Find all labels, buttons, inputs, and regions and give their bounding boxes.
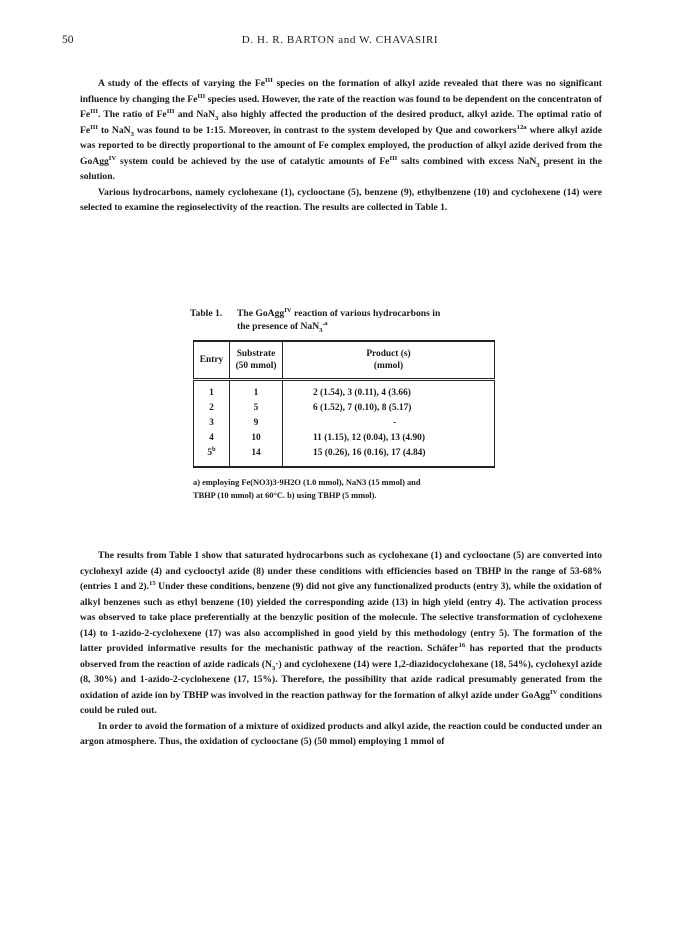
- paragraph-results: The results from Table 1 show that saturated hydrocarbons such as cyclohexane (1) and cyclooctane (5) are converted into cyclohexyl azide (4) and cyclooctyl azide (8) under these conditions with efficiencies based on TBHP in the range of 53-68% (entries 1 and 2).$^{15}$ Under these conditions, benzene (9) did not give any functionalized products (entry 3), while the oxidation of alkyl benzenes such as ethyl benzene (10) yielded the corresponding azide (13) in high yield (entry 4). The activation process was observed to take place preferentially at the benzylic position of the molecule. The selective transformation of cyclohexene (14) to 1-azido-2-cyclohexene (17) was also accomplished in good yield by this methodology (entry 5). The formation of the latter provided informative results for the mechanistic pathway of the reaction. Schäfer$^{16}$ has reported that the products observed from the reaction of azide radicals $(N_3\cdot)$ and cyclohexene (14) were 1,2-diazidocyclohexane (18, 54%), cyclohexyl azide (8, 30%) and 1-azido-2-cyclohexene (17, 15%). Therefore, the possibility that azide radical presumably generated from the oxidation of azide ion by TBHP was involved in the reaction pathway for the formation of alkyl azide under GoAgg$^{IV}$ conditions could be ruled out.: [80, 550, 602, 716]
- table-row: 5$^b$ 14 15 (0.26), 16 (0.16), 17 (4.84): [194, 446, 495, 461]
- table-caption: Table 1. The GoAgg$^{IV}$ reaction of various hydrocarbons in the presence of NaN$_3^{.a}$: [190, 306, 441, 334]
- running-title: D. H. R. BARTON and W. CHAVASIRI: [241, 34, 439, 46]
- table-footnote: a) employing Fe(NO3)3·9H2O (1.0 mmol), NaN3 (15 mmol) and TBHP (10 mmol) at 60°C. b) using TBHP (5 mmol).: [193, 478, 421, 500]
- paragraph-argon: In order to avoid the formation of a mixture of oxidized products and alkyl azide, the reaction could be conducted under an argon atmosphere. Thus, the oxidation of cyclooctane (5) (50 mmol) employing 1 mmol of: [80, 720, 602, 747]
- header-product: Product (s) (mmol): [283, 341, 495, 380]
- table-row: 1 1 2 (1.54), 3 (0.11), 4 (3.66): [194, 386, 495, 401]
- table-row: 4 10 11 (1.15), 12 (0.04), 13 (4.90): [194, 431, 495, 446]
- page-header: [62, 34, 618, 50]
- discussion-paragraphs: [80, 548, 602, 750]
- header-entry: Entry: [194, 341, 230, 380]
- results-table: [193, 340, 495, 468]
- paragraph-hydrocarbons: Various hydrocarbons, namely cyclohexane (1), cyclooctane (5), benzene (9), ethylbenzene (10) and cyclohexene (14) were selected to examine the regioselectivity of the reaction. The results are collected in Table 1.: [80, 186, 602, 213]
- intro-paragraphs: [80, 76, 602, 216]
- table-label: Table 1.: [190, 308, 223, 319]
- paragraph-fe-species: A study of the effects of varying the $Fe^{III}$ species on the formation of alkyl azide revealed that there was no significant influence by changing the $Fe^{III}$ species used. However, the rate of the reaction was found to be dependent on the concentraton of $Fe^{III}$. The ratio of $Fe^{III}$ and NaN$_3$ also highly affected the production of the desired product, alkyl azide. The optimal ratio of $Fe^{III}$ to NaN$_3$ was found to be 1:15. Moreover, in contrast to the system developed by Que and coworkers$^{12a}$ where alkyl azide was reported to be directly proportional to the amount of Fe complex employed, the production of alkyl azide derived from the GoAgg$^{IV}$ system could be achieved by the use of catalytic amounts of $Fe^{III}$ salts combined with excess NaN$_3$ present in the solution.: [80, 76, 603, 182]
- header-substrate: Substrate (50 mmol): [230, 341, 283, 380]
- page-number: 50: [62, 34, 74, 46]
- table-row: 3 9 -: [194, 416, 495, 431]
- table-row: 2 5 6 (1.52), 7 (0.10), 8 (5.17): [194, 401, 495, 416]
